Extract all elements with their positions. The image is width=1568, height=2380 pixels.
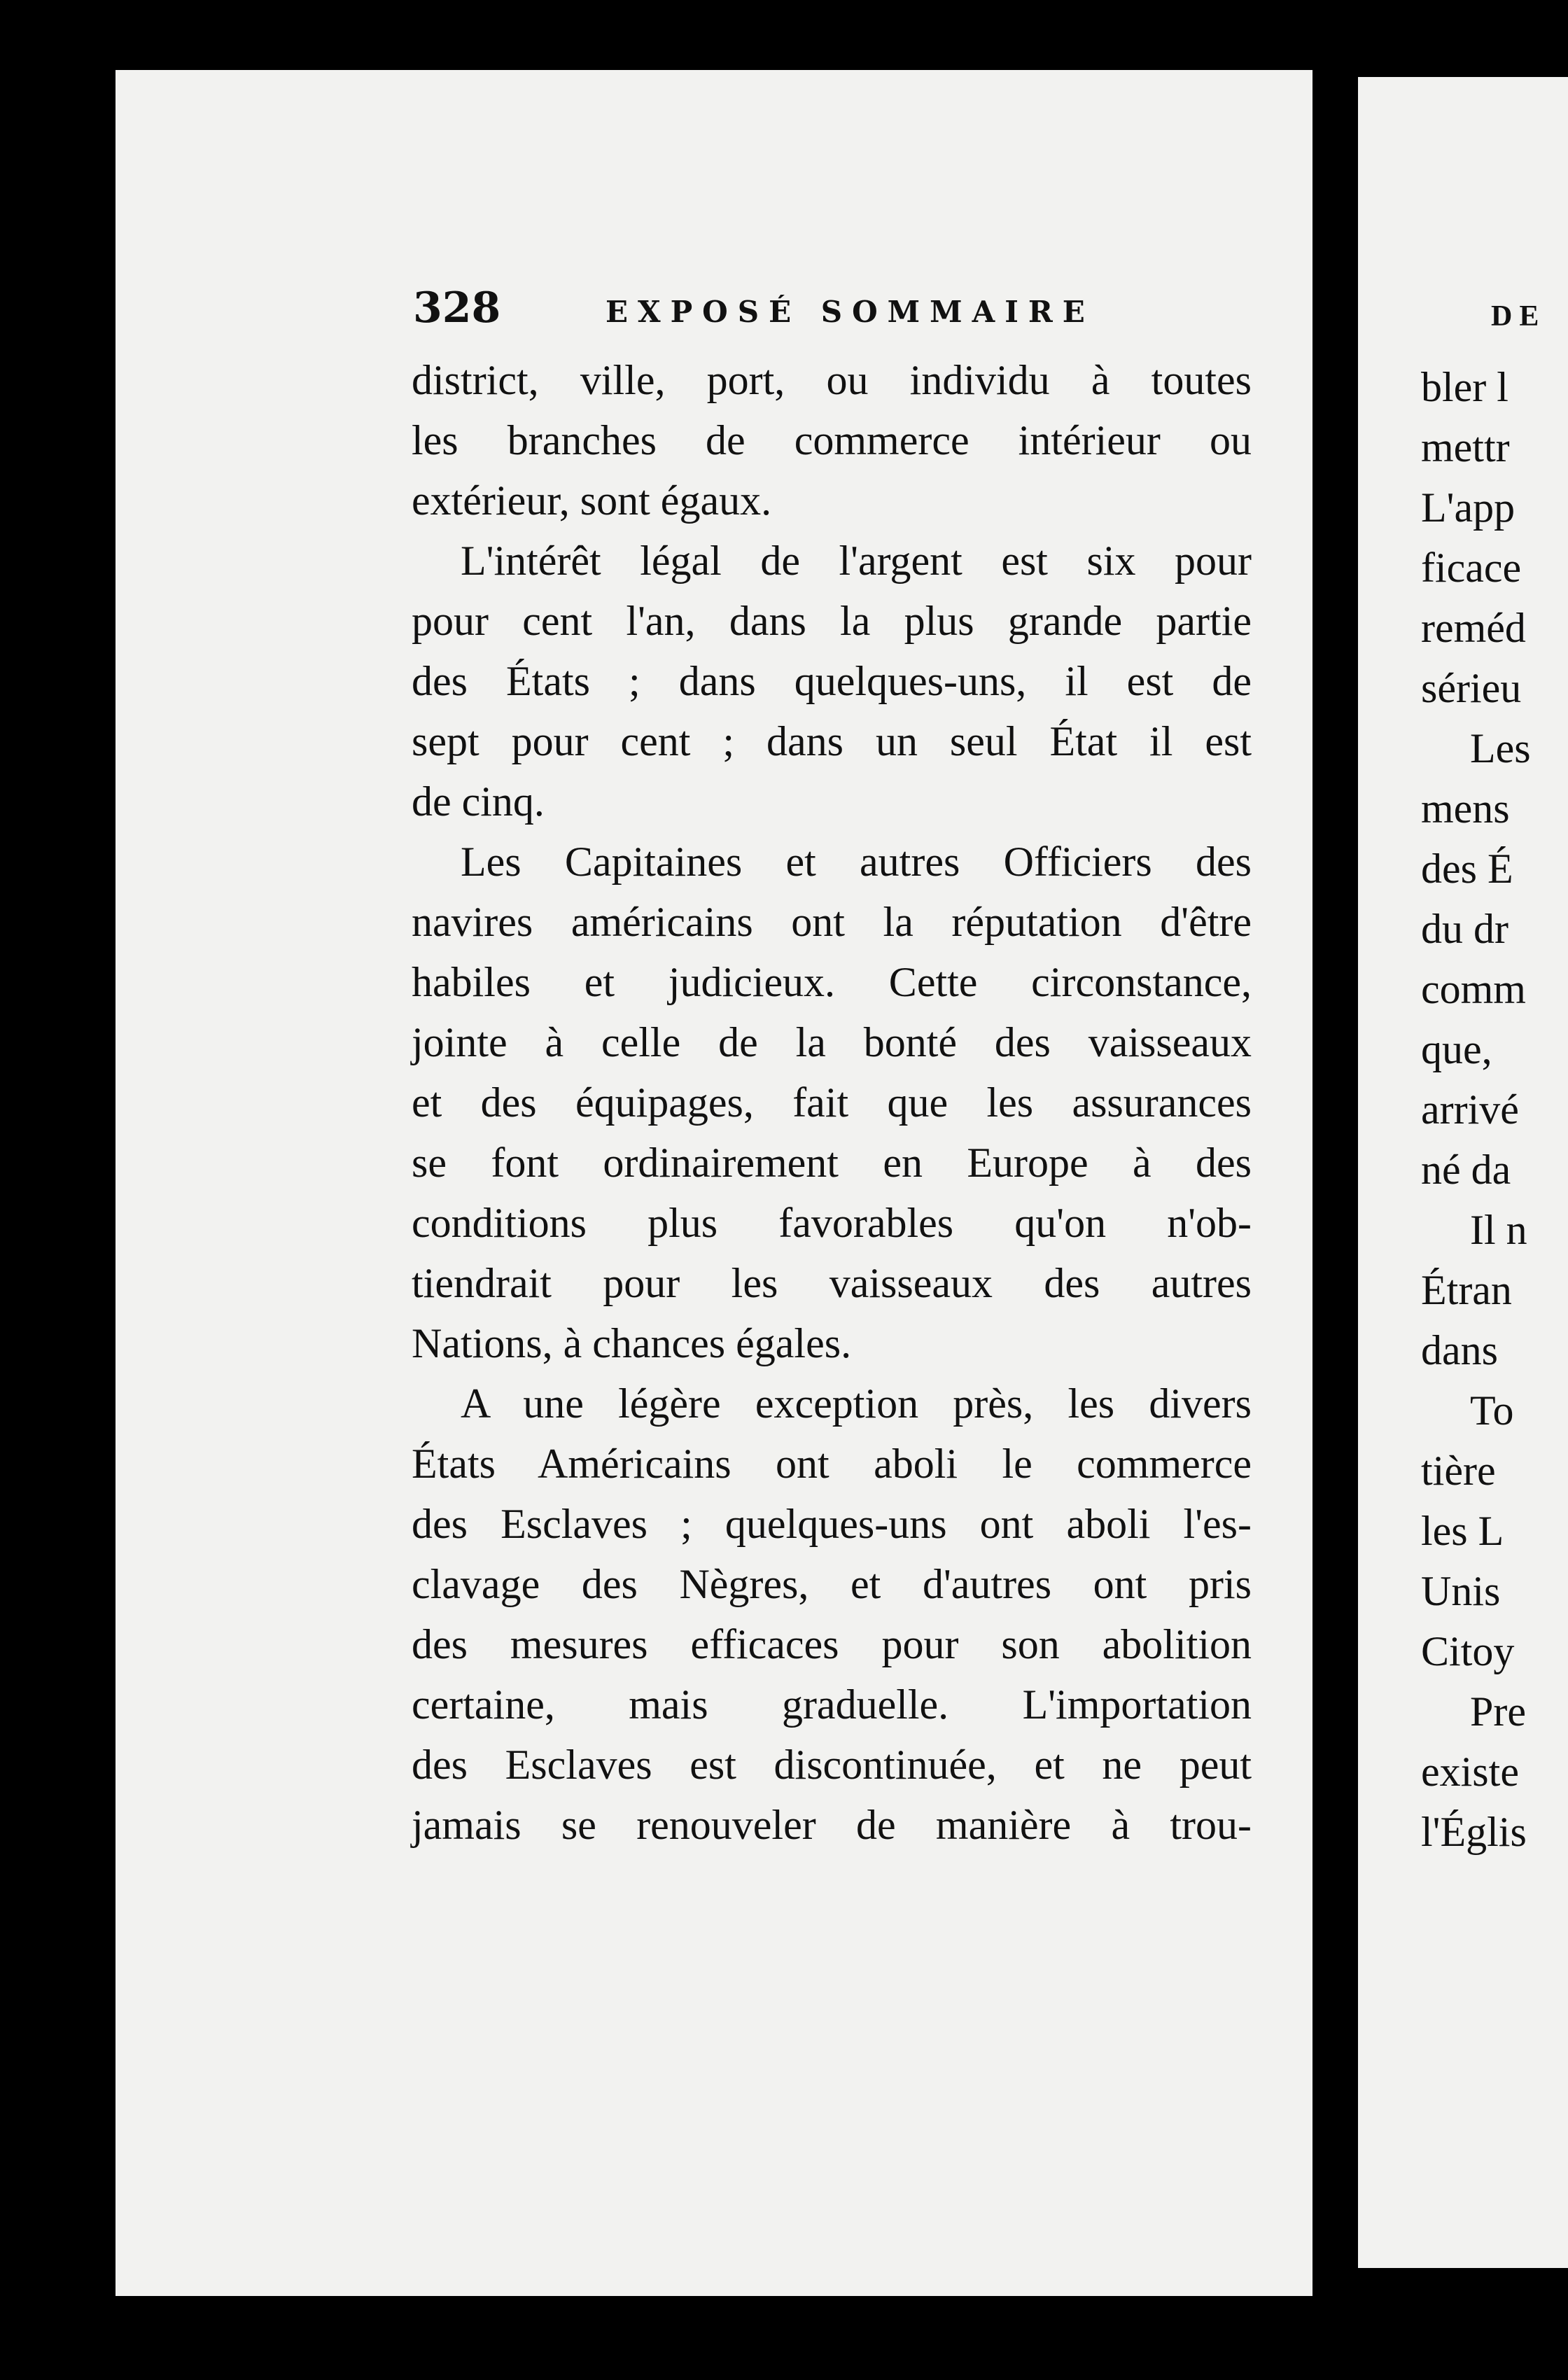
text-line: Pre [1470, 1688, 1526, 1735]
text-line: Citoy [1421, 1628, 1515, 1674]
text-line: arrivé [1421, 1086, 1519, 1133]
text-line: clavage des Nègres, et d'autres ont pris [412, 1561, 1252, 1607]
text-line: tière [1421, 1448, 1496, 1494]
text-line: des Esclaves est discontinuée, et ne peut [412, 1742, 1252, 1788]
page-number: 328 [413, 284, 501, 332]
text-line: des États ; dans quelques-uns, il est de [412, 658, 1252, 704]
text-line: reméd [1421, 605, 1526, 651]
text-line: les L [1421, 1508, 1504, 1554]
text-line: Il n [1470, 1207, 1527, 1253]
text-line: mettr [1421, 424, 1510, 470]
text-line: sérieu [1421, 665, 1522, 711]
running-head [413, 284, 1253, 340]
text-line: Les Capitaines et autres Officiers des [461, 839, 1252, 885]
text-line: se font ordinairement en Europe à des [412, 1140, 1252, 1186]
right-running-head: DE [1491, 300, 1546, 332]
text-line: Les [1470, 725, 1531, 771]
text-line: certaine, mais graduelle. L'importation [412, 1681, 1252, 1728]
text-line: mens [1421, 785, 1510, 832]
text-line: des Esclaves ; quelques-uns ont aboli l'es- [412, 1501, 1252, 1547]
text-line: de cinq. [412, 778, 545, 825]
text-line: États Américains ont aboli le commerce [412, 1441, 1252, 1487]
text-line: A une légère exception près, les divers [461, 1380, 1252, 1427]
text-line: navires américains ont la réputation d'être [412, 899, 1252, 945]
text-line: jointe à celle de la bonté des vaisseaux [412, 1019, 1252, 1065]
text-line: que, [1421, 1026, 1492, 1072]
text-line: jamais se renouveler de manière à trou- [412, 1802, 1252, 1848]
text-line: du dr [1421, 906, 1508, 952]
text-line: conditions plus favorables qu'on n'ob- [412, 1200, 1252, 1246]
text-line: Unis [1421, 1568, 1501, 1614]
text-line: des É [1421, 846, 1513, 892]
text-line: district, ville, port, ou individu à toutes [412, 357, 1252, 403]
body-text [412, 350, 1252, 1855]
text-line: des mesures efficaces pour son abolition [412, 1621, 1252, 1667]
text-line: habiles et judicieux. Cette circonstance, [412, 959, 1252, 1005]
text-line: existe [1421, 1749, 1519, 1795]
text-line: ficace [1421, 545, 1522, 591]
text-line: Nations, à chances égales. [412, 1320, 852, 1366]
text-line: sept pour cent ; dans un seul État il est [412, 718, 1252, 764]
text-line: L'app [1421, 484, 1516, 531]
text-line: l'Églis [1421, 1809, 1527, 1855]
text-line: et des équipages, fait que les assurances [412, 1079, 1252, 1126]
text-line: Étran [1421, 1267, 1512, 1313]
text-line: To [1470, 1387, 1514, 1434]
text-line: dans [1421, 1327, 1498, 1373]
right-page-text [1421, 357, 1540, 1862]
text-line: pour cent l'an, dans la plus grande partie [412, 598, 1252, 644]
text-line: extérieur, sont égaux. [412, 477, 772, 524]
text-line: les branches de commerce intérieur ou [412, 417, 1252, 463]
text-line: comm [1421, 966, 1526, 1012]
running-head-title: EXPOSÉ SOMMAIRE [606, 295, 1095, 329]
text-line: bler l [1421, 364, 1508, 410]
text-line: tiendrait pour les vaisseaux des autres [412, 1260, 1252, 1306]
text-line: né da [1421, 1147, 1511, 1193]
text-line: L'intérêt légal de l'argent est six pour [461, 538, 1252, 584]
